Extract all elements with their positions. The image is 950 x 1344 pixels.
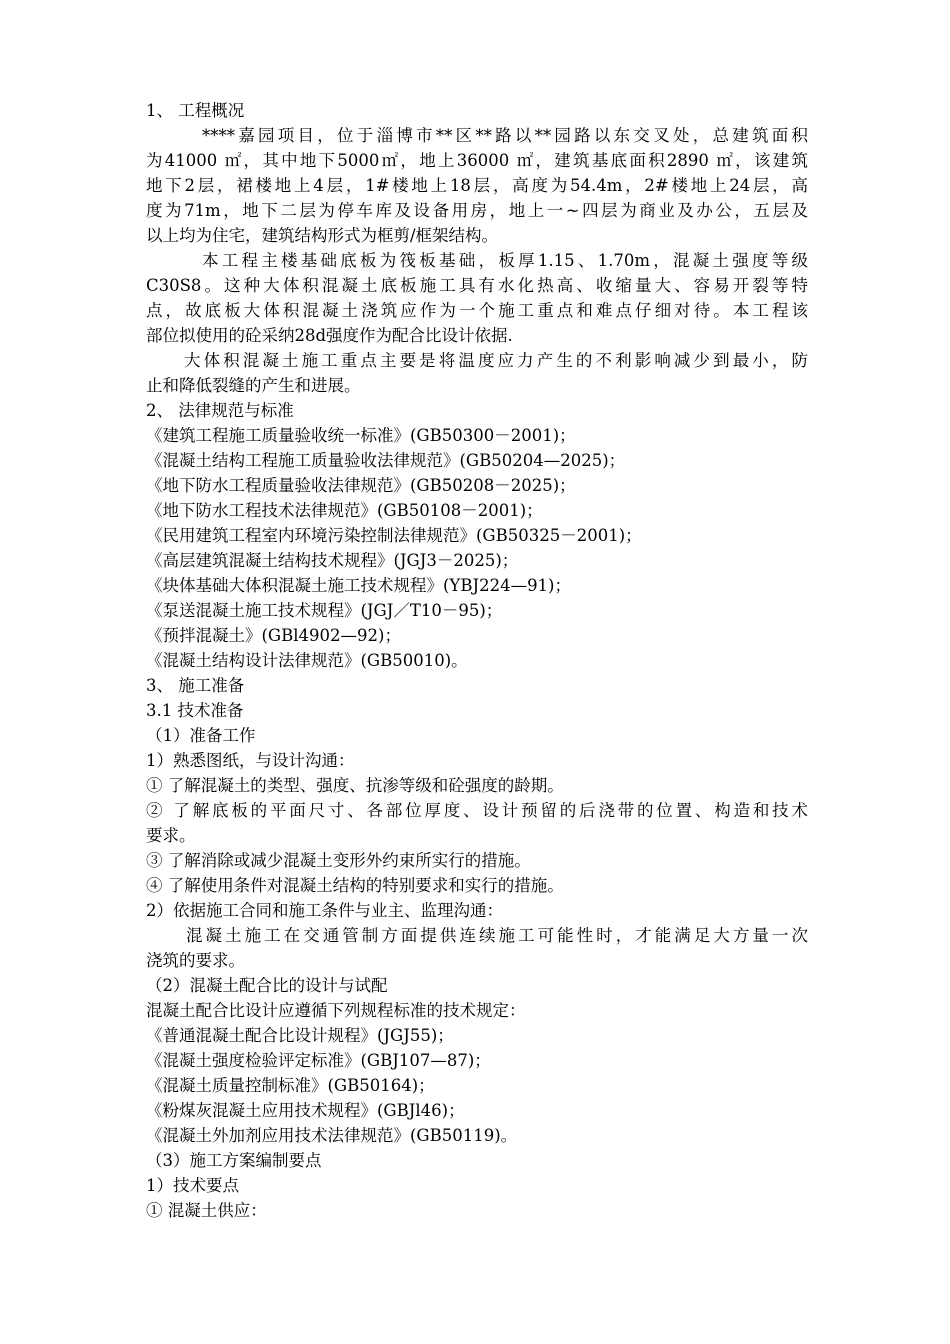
standard-item: 《混凝土强度检验评定标准》(GBJ107—87)； bbox=[146, 1051, 491, 1070]
paragraph-line: 浇筑的要求。 bbox=[146, 951, 245, 970]
subsection-item: 2）依据施工合同和施工条件与业主、监理沟通： bbox=[146, 901, 503, 920]
circled-item: 要求。 bbox=[146, 826, 196, 845]
standard-item: 《混凝土结构设计法律规范》(GB50010)。 bbox=[146, 651, 468, 670]
paragraph-line: C30S8。这种大体积混凝土底板施工具有水化热高、收缩量大、容易开裂等特 bbox=[146, 276, 808, 295]
subsection-item: （2）混凝土配合比的设计与试配 bbox=[146, 976, 388, 995]
document-page bbox=[146, 98, 808, 1223]
paragraph-line: 部位拟使用的砼采纳28d强度作为配合比设计依据. bbox=[146, 326, 513, 345]
subsection-item: 1）熟悉图纸，与设计沟通： bbox=[146, 751, 355, 770]
circled-item: ④ 了解使用条件对混凝土结构的特别要求和实行的措施。 bbox=[146, 876, 564, 895]
paragraph-line: ****嘉园项目，位于淄博市**区**路以**园路以东交叉处，总建筑面积 bbox=[202, 126, 808, 145]
standard-item: 《粉煤灰混凝土应用技术规程》(GBJl46)； bbox=[146, 1101, 465, 1120]
subsection-item: （3）施工方案编制要点 bbox=[146, 1151, 322, 1170]
standard-item: 《混凝土质量控制标准》(GB50164)； bbox=[146, 1076, 435, 1095]
standard-item: 《泵送混凝土施工技术规程》(JGJ／T10－95)； bbox=[146, 601, 503, 620]
standard-item: 《地下防水工程质量验收法律规范》(GB50208－2025)； bbox=[146, 476, 576, 495]
paragraph-line: 混凝土配合比设计应遵循下列规程标准的技术规定： bbox=[146, 1001, 526, 1020]
subsection-heading: 3.1 技术准备 bbox=[146, 701, 244, 720]
circled-item: ③ 了解消除或减少混凝土变形外约束所实行的措施。 bbox=[146, 851, 531, 870]
paragraph-line: 地下2层，裙楼地上4层，1#楼地上18层，高度为54.4m，2#楼地上24层，高 bbox=[146, 176, 808, 195]
standard-item: 《普通混凝土配合比设计规程》(JGJ55)； bbox=[146, 1026, 454, 1045]
subsection-item: 1）技术要点 bbox=[146, 1176, 239, 1195]
standard-item: 《混凝土结构工程施工质量验收法律规范》(GB50204—2025)； bbox=[146, 451, 626, 470]
standard-item: 《民用建筑工程室内环境污染控制法律规范》(GB50325－2001)； bbox=[146, 526, 642, 545]
paragraph-line: 大体积混凝土施工重点主要是将温度应力产生的不利影响减少到最小，防 bbox=[184, 351, 808, 370]
paragraph-line: 本工程主楼基础底板为筏板基础，板厚1.15、1.70m，混凝土强度等级 bbox=[202, 251, 808, 270]
paragraph-line: 混凝土施工在交通管制方面提供连续施工可能性时，才能满足大方量一次 bbox=[186, 926, 808, 945]
paragraph-line: 点，故底板大体积混凝土浇筑应作为一个施工重点和难点仔细对待。本工程该 bbox=[146, 301, 808, 320]
paragraph-line: 为41000 ㎡，其中地下5000㎡，地上36000 ㎡，建筑基底面积2890 ㎡，该建筑 bbox=[146, 151, 808, 170]
standard-item: 《地下防水工程技术法律规范》(GB50108－2001)； bbox=[146, 501, 543, 520]
section-2-heading: 2、 法律规范与标准 bbox=[146, 401, 294, 420]
section-1-heading: 1、 工程概况 bbox=[146, 101, 245, 120]
subsection-item: （1）准备工作 bbox=[146, 726, 256, 745]
circled-item: ① 混凝土供应： bbox=[146, 1201, 267, 1220]
section-3-heading: 3、 施工准备 bbox=[146, 676, 245, 695]
circled-item: ① 了解混凝土的类型、强度、抗渗等级和砼强度的龄期。 bbox=[146, 776, 564, 795]
circled-item: ② 了解底板的平面尺寸、各部位厚度、设计预留的后浇带的位置、构造和技术 bbox=[146, 801, 808, 820]
paragraph-line: 以上均为住宅，建筑结构形式为框剪/框架结构。 bbox=[146, 226, 499, 245]
standard-item: 《预拌混凝土》(GBl4902—92)； bbox=[146, 626, 401, 645]
standard-item: 《高层建筑混凝土结构技术规程》(JGJ3－2025)； bbox=[146, 551, 519, 570]
standard-item: 《建筑工程施工质量验收统一标准》(GB50300－2001)； bbox=[146, 426, 576, 445]
paragraph-line: 止和降低裂缝的产生和进展。 bbox=[146, 376, 361, 395]
paragraph-line: 度为71m，地下二层为停车库及设备用房，地上一~四层为商业及办公，五层及 bbox=[146, 201, 808, 220]
standard-item: 《混凝土外加剂应用技术法律规范》(GB50119)。 bbox=[146, 1126, 518, 1145]
standard-item: 《块体基础大体积混凝土施工技术规程》(YBJ224—91)； bbox=[146, 576, 571, 595]
